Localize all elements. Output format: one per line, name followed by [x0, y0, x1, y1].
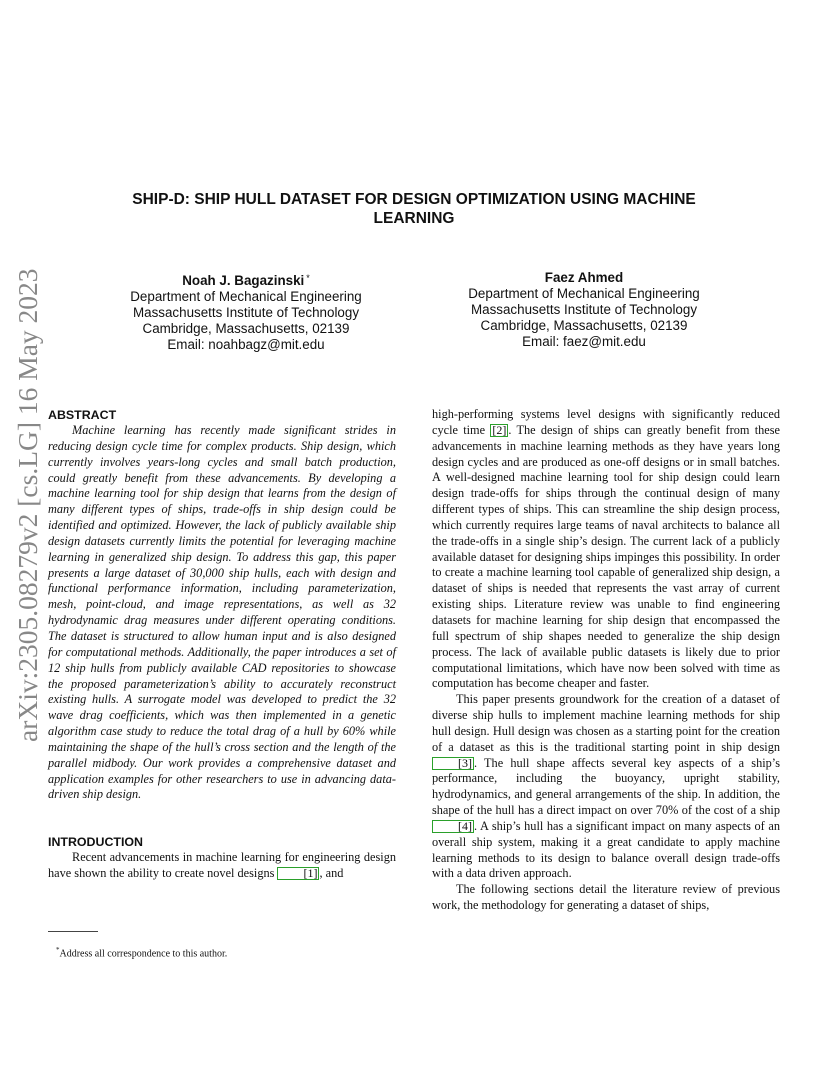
footnote [56, 944, 227, 960]
paper-title: SHIP-D: SHIP HULL DATASET FOR DESIGN OPTIMIZATION USING MACHINE LEARNING [132, 191, 696, 227]
author-city: Cambridge, Massachusetts, 02139 [480, 318, 688, 333]
author-email: Email: noahbagz@mit.edu [167, 337, 325, 352]
footnote-divider [48, 931, 98, 932]
author-name: Noah J. Bagazinski [182, 273, 305, 288]
author-institution: Massachusetts Institute of Technology [132, 305, 360, 320]
citation-link[interactable]: [1] [277, 867, 319, 880]
intro-paragraph-1 [48, 850, 396, 882]
arxiv-stamp: arXiv:2305.08279v2 [cs.LG] 16 May 2023 [12, 268, 43, 742]
author-block-1 [96, 270, 396, 353]
author-email: Email: faez@mit.edu [522, 334, 646, 349]
author-name-line [96, 270, 396, 289]
abstract-text: Machine learning has recently made significant strides in reducing design cycle time for complex products. Ship design, which currently involves years-long cycles and small batch production, could greatly benefit from these advancements. By developing a machine learning tool for ship design that learns from the design of many different types of ships, trade-offs in ship design could be identified and optimized. However, the lack of publicly available ship design datasets currently limits the potential for leveraging machine learning in generalized ship design. To address this gap, this paper presents a large dataset of 30,000 ship hulls, each with design and functional performance information, including parameterization, mesh, point-cloud, and image representations, as well as 32 hydrodynamic drag measures under different operating conditions. The dataset is structured to allow human input and is also designed for computational methods. Additionally, the paper introduces a set of 12 ship hulls from publicly available CAD repositories to showcase the proposed parameterization’s ability to accurately reconstruct existing hulls. A surrogate model was developed to predict the 32 wave drag coefficients, which was then implemented in a genetic algorithm case study to reduce the total drag of a hull by 60% while maintaining the shape of the hull’s cross section and the length of the parallel midbody. Our work provides a comprehensive dataset and application examples for other researchers to use in advancing data-driven ship design. [48, 423, 396, 802]
author-name: Faez Ahmed [544, 270, 624, 285]
intro-paragraph-1-cont [432, 407, 780, 692]
footnote-text: Address all correspondence to this author. [59, 948, 228, 960]
author-dept: Department of Mechanical Engineering [130, 289, 362, 304]
author-block-2 [434, 270, 734, 350]
intro-text: . A ship’s hull has a significant impact on many aspects of an overall ship system, making it a great candidate to apply machine learning methods to its design to balance overall design trade-offs with a data driven approach. [432, 818, 780, 881]
intro-text: . The hull shape affects several key aspects of a ship’s performance, including the buoyancy, upright stability, hydrodynamics, and general arrangements of the ship. In addition, the shape of the hull has a direct impact on over 70% of the cost of a ship [432, 755, 780, 818]
introduction-heading: INTRODUCTION [48, 835, 143, 850]
citation-link[interactable]: [3] [432, 757, 474, 770]
intro-text: high-performing systems level designs with significantly reduced cycle time [432, 407, 780, 437]
author-city: Cambridge, Massachusetts, 02139 [142, 321, 350, 336]
left-column [48, 407, 396, 882]
footnote-mark: * [56, 946, 60, 954]
intro-text: This paper presents groundwork for the creation of a dataset of diverse ship hulls to implement machine learning methods for ship hull design. Hull design was chosen as a starting point for the creation of a dataset as this is the traditional starting point in ship design [432, 692, 780, 754]
author-dept: Department of Mechanical Engineering [468, 286, 700, 301]
citation-link[interactable]: [2] [492, 422, 507, 437]
intro-paragraph-3: The following sections detail the literature review of previous work, the methodology for generating a dataset of ships, [432, 882, 780, 913]
intro-text: . The design of ships can greatly benefit from these advancements in machine learning methods as they have years long design cycles and are produced as one-off designs or in small batches. A well-designed machine learning tool for ship design could learn design trade-offs for ships through the continual design of many different types of ships. This can streamline the ship design process, which currently requires large teams of naval architects to balance all the trade-offs in a single ship’s design. The current lack of a publicly available dataset for designing ships impinges this possibility. In order to create a machine learning tool capable of generalized ship design, a dataset of ships is needed that represents the vast array of current existing ships. Literature review was unable to find engineering datasets for machine learning for ship design that encompassed the full spectrum of ship shapes needed to generalize the ship design process. The lack of available public datasets is likely due to prior computational limitations, which have now been solved with time as computation has become cheaper and faster. [432, 422, 780, 691]
correspondence-mark: * [306, 273, 310, 283]
right-column [432, 407, 780, 914]
author-institution: Massachusetts Institute of Technology [470, 302, 698, 317]
abstract-heading: ABSTRACT [48, 408, 117, 422]
intro-paragraph-2 [432, 692, 780, 882]
intro-text: , and [319, 866, 344, 881]
intro-text: Recent advancements in machine learning for engineering design have shown the ability to create novel designs [48, 850, 396, 881]
citation-link[interactable]: [4] [432, 820, 474, 833]
